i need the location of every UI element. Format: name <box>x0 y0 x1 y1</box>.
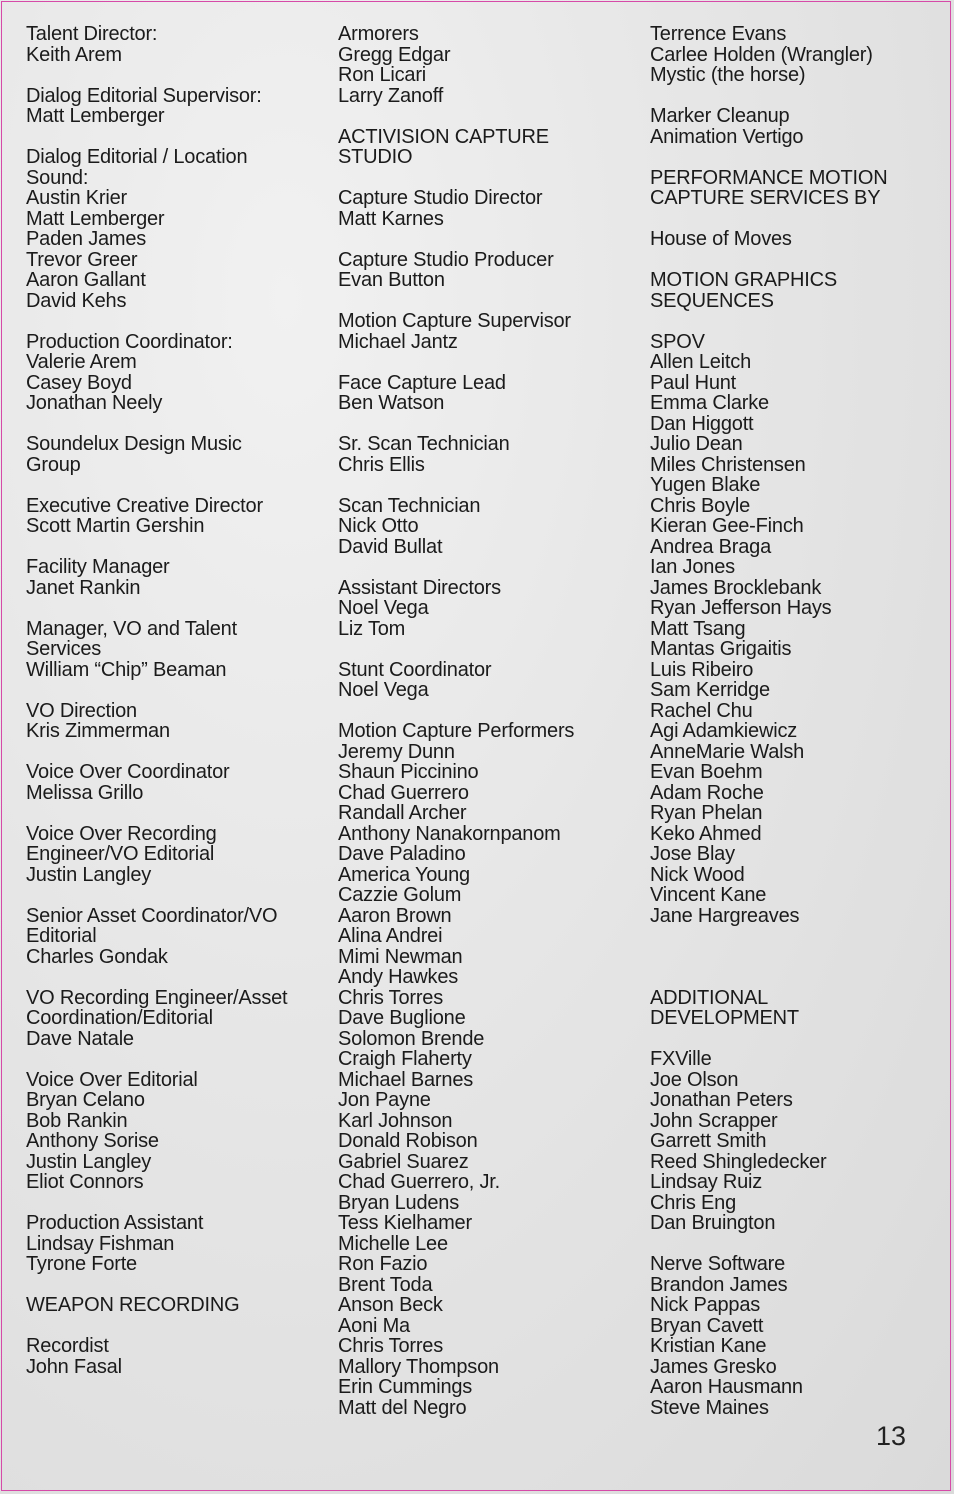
credit-heading: Soundelux Design Music <box>26 433 242 455</box>
credit-line: Noel Vega <box>338 679 429 701</box>
credit-block <box>26 701 326 742</box>
credit-line: Scott Martin Gershin <box>26 515 205 537</box>
credit-line: Miles Christensen <box>650 453 806 476</box>
credit-block <box>26 332 326 414</box>
credit-line: Dan Higgott <box>650 412 754 435</box>
credit-line: Mystic (the horse) <box>650 64 806 86</box>
page-number: 13 <box>876 1421 907 1451</box>
credit-line: SEQUENCES <box>650 289 774 312</box>
credit-line: Ryan Jefferson Hays <box>650 597 832 619</box>
credit-heading: Armorers <box>338 23 419 45</box>
credit-line: Sound: <box>26 166 89 189</box>
credit-heading: SPOV <box>650 330 705 353</box>
credit-heading: Dialog Editorial Supervisor: <box>26 84 262 107</box>
credit-block <box>338 24 638 106</box>
credit-line: Chad Guerrero <box>338 781 469 804</box>
credit-line: Chris Torres <box>338 1335 444 1357</box>
credit-line: Reed Shingledecker <box>650 1150 827 1173</box>
credit-line: Lindsay Ruiz <box>650 1171 763 1193</box>
credit-heading: Executive Creative Director <box>26 494 263 517</box>
credit-line: Anthony Nanakornpanom <box>338 822 561 845</box>
credit-line: Larry Zanoff <box>338 84 444 107</box>
credit-line: Jon Payne <box>338 1089 431 1111</box>
credit-block <box>338 721 638 1418</box>
credit-line: Ian Jones <box>650 556 735 578</box>
credit-line: Mallory Thompson <box>338 1355 499 1378</box>
credit-heading: ACTIVISION CAPTURE <box>338 125 549 148</box>
credit-line: Carlee Holden (Wrangler) <box>650 43 873 66</box>
credit-block <box>26 1336 326 1377</box>
credit-heading: Production Coordinator: <box>26 330 233 353</box>
credit-heading: Assistant Directors <box>338 576 501 599</box>
credits-column-3 <box>650 24 940 1439</box>
credit-block <box>650 229 940 250</box>
credit-block <box>26 86 326 127</box>
credit-line: Andy Hawkes <box>338 966 459 988</box>
credit-line: Justin Langley <box>26 1150 152 1173</box>
credit-heading: Terrence Evans <box>650 23 787 45</box>
credit-line: Sam Kerridge <box>650 679 770 701</box>
credit-heading: Capture Studio Producer <box>338 248 554 271</box>
credit-block <box>26 557 326 598</box>
credit-line: Ben Watson <box>338 392 445 414</box>
credit-line: Jose Blay <box>650 843 735 865</box>
credit-line: Allen Leitch <box>650 351 751 373</box>
credit-line: Matt Lemberger <box>26 105 165 127</box>
credit-line: Tyrone Forte <box>26 1253 137 1275</box>
credit-heading: FXVille <box>650 1048 712 1070</box>
credit-heading: Marker Cleanup <box>650 105 790 127</box>
credit-line: Michelle Lee <box>338 1232 448 1255</box>
credit-line: John Scrapper <box>650 1109 778 1132</box>
credit-heading: Recordist <box>26 1335 109 1357</box>
credit-line: Tess Kielhamer <box>338 1212 472 1234</box>
credit-line: Dave Paladino <box>338 843 466 865</box>
credit-line: Liz Tom <box>338 617 406 640</box>
credit-line: Brent Toda <box>338 1273 433 1296</box>
credit-line: Janet Rankin <box>26 576 141 599</box>
credit-line: Dan Bruington <box>650 1212 776 1234</box>
credit-block <box>26 988 326 1050</box>
credit-line: Shaun Piccinino <box>338 761 479 783</box>
credit-line: Group <box>26 453 81 476</box>
credit-block <box>650 988 940 1029</box>
credit-block <box>26 619 326 681</box>
credit-line: Chris Boyle <box>650 494 751 517</box>
credit-line: Nick Otto <box>338 515 419 537</box>
credit-line: Chris Eng <box>650 1191 737 1214</box>
credit-line: Steve Maines <box>650 1396 769 1419</box>
credit-line: CAPTURE SERVICES BY <box>650 187 881 209</box>
credit-line: Dave Buglione <box>338 1007 466 1029</box>
credit-line: Kris Zimmerman <box>26 720 170 742</box>
credit-block <box>26 762 326 803</box>
credit-line: Editorial <box>26 925 97 947</box>
credit-line: James Gresko <box>650 1355 777 1378</box>
credit-line: Services <box>26 638 102 660</box>
credit-heading: ADDITIONAL <box>650 986 769 1009</box>
credit-line: Garrett Smith <box>650 1130 767 1152</box>
credit-line: Aaron Hausmann <box>650 1376 803 1398</box>
credit-line: James Brocklebank <box>650 576 822 599</box>
credit-heading: Stunt Coordinator <box>338 658 492 681</box>
credit-line: Bryan Celano <box>26 1089 145 1111</box>
credit-heading: Motion Capture Performers <box>338 720 575 742</box>
credit-line: Matt Lemberger <box>26 207 165 230</box>
credit-line: America Young <box>338 863 470 886</box>
credit-line: Solomon Brende <box>338 1027 485 1050</box>
credit-line: Luis Ribeiro <box>650 658 754 681</box>
credit-line: Brandon James <box>650 1273 788 1296</box>
credit-block <box>26 1295 326 1316</box>
credit-heading: Manager, VO and Talent <box>26 617 237 640</box>
credit-line: Mimi Newman <box>338 945 463 968</box>
credit-block <box>26 434 326 475</box>
credit-line: Evan Button <box>338 269 445 291</box>
credit-line: Andrea Braga <box>650 535 772 558</box>
credit-line: Agi Adamkiewicz <box>650 720 798 742</box>
section-spacer <box>650 947 940 988</box>
credit-line: Adam Roche <box>650 781 764 804</box>
credit-line: Bob Rankin <box>26 1109 128 1132</box>
credit-heading: PERFORMANCE MOTION <box>650 166 888 189</box>
credit-block <box>26 496 326 537</box>
credit-line: Jane Hargreaves <box>650 904 800 927</box>
credit-line: Chris Ellis <box>338 453 425 476</box>
credit-heading: Motion Capture Supervisor <box>338 310 571 332</box>
credit-line: Austin Krier <box>26 187 127 209</box>
credit-block <box>650 168 940 209</box>
credit-line: Ron Licari <box>338 64 427 86</box>
credit-block <box>338 373 638 414</box>
credit-line: Chad Guerrero, Jr. <box>338 1171 501 1193</box>
credit-line: John Fasal <box>26 1355 122 1378</box>
credit-block <box>650 332 940 927</box>
credit-line: Mantas Grigaitis <box>650 638 792 660</box>
credit-line: William “Chip” Beaman <box>26 658 227 681</box>
credit-line: Bryan Ludens <box>338 1191 460 1214</box>
credit-heading: House of Moves <box>650 228 792 250</box>
credit-line: Keko Ahmed <box>650 822 762 845</box>
credits-column-2 <box>338 24 638 1439</box>
credit-line: Cazzie Golum <box>338 884 462 906</box>
credit-line: Aaron Gallant <box>26 269 146 291</box>
credit-heading: WEAPON RECORDING <box>26 1294 240 1316</box>
credit-heading: MOTION GRAPHICS <box>650 269 838 291</box>
credit-line: Dave Natale <box>26 1027 134 1050</box>
credit-line: Lindsay Fishman <box>26 1232 175 1255</box>
credit-block <box>338 311 638 352</box>
credit-line: Donald Robison <box>338 1130 478 1152</box>
credit-heading: VO Recording Engineer/Asset <box>26 986 288 1009</box>
credit-line: Bryan Cavett <box>650 1314 764 1337</box>
credit-line: Ron Fazio <box>338 1253 428 1275</box>
credit-block <box>338 660 638 701</box>
credit-block <box>650 106 940 147</box>
credit-line: Julio Dean <box>650 433 743 455</box>
credit-line: Aoni Ma <box>338 1314 410 1337</box>
credit-line: Joe Olson <box>650 1068 739 1091</box>
credit-block <box>26 824 326 886</box>
credit-line: Trevor Greer <box>26 248 138 271</box>
credit-line: Matt del Negro <box>338 1396 467 1419</box>
credit-heading: Dialog Editorial / Location <box>26 146 248 168</box>
credit-line: Anthony Sorise <box>26 1130 159 1152</box>
credit-line: Jonathan Peters <box>650 1089 793 1111</box>
credit-line: Matt Tsang <box>650 617 746 640</box>
credit-block <box>338 127 638 168</box>
credit-line: DEVELOPMENT <box>650 1007 799 1029</box>
credit-line: Randall Archer <box>338 802 467 824</box>
credit-heading: Facility Manager <box>26 556 170 578</box>
credit-line: Coordination/Editorial <box>26 1007 213 1029</box>
credit-line: Yugen Blake <box>650 474 761 496</box>
credit-heading: Nerve Software <box>650 1253 786 1275</box>
credit-line: STUDIO <box>338 146 413 168</box>
credit-block <box>650 1049 940 1234</box>
credit-line: Eliot Connors <box>26 1171 144 1193</box>
credit-line: Charles Gondak <box>26 945 168 968</box>
credit-line: Evan Boehm <box>650 761 763 783</box>
credit-heading: Voice Over Editorial <box>26 1068 198 1091</box>
credit-line: Aaron Brown <box>338 904 452 927</box>
credit-line: Gabriel Suarez <box>338 1150 469 1173</box>
credit-line: Rachel Chu <box>650 699 753 722</box>
credit-line: Chris Torres <box>338 986 444 1009</box>
credit-line: Keith Arem <box>26 43 122 66</box>
credit-line: Nick Wood <box>650 863 745 886</box>
credit-heading: Face Capture Lead <box>338 371 506 394</box>
credit-block <box>650 270 940 311</box>
credit-heading: Talent Director: <box>26 23 158 45</box>
credit-line: Karl Johnson <box>338 1109 453 1132</box>
credit-line: Engineer/VO Editorial <box>26 843 215 865</box>
credit-heading: VO Direction <box>26 699 137 722</box>
credit-block <box>26 24 326 65</box>
credit-line: Gregg Edgar <box>338 43 451 66</box>
credit-block <box>338 188 638 229</box>
credit-line: Ryan Phelan <box>650 802 763 824</box>
credit-heading: Voice Over Coordinator <box>26 761 230 783</box>
credit-heading: Sr. Scan Technician <box>338 433 510 455</box>
credit-block <box>26 906 326 968</box>
credit-block <box>26 1070 326 1193</box>
credit-heading: Capture Studio Director <box>338 187 543 209</box>
credit-line: Kristian Kane <box>650 1335 767 1357</box>
credit-line: Melissa Grillo <box>26 781 144 804</box>
credit-block <box>338 250 638 291</box>
credit-line: Justin Langley <box>26 863 152 886</box>
credit-line: Noel Vega <box>338 597 429 619</box>
credit-line: Alina Andrei <box>338 925 443 947</box>
credit-block <box>338 578 638 640</box>
credit-heading: Senior Asset Coordinator/VO <box>26 904 278 927</box>
credit-line: Michael Barnes <box>338 1068 474 1091</box>
credit-line: AnneMarie Walsh <box>650 740 805 763</box>
credit-line: Nick Pappas <box>650 1294 761 1316</box>
credit-line: Emma Clarke <box>650 392 769 414</box>
credit-line: Vincent Kane <box>650 884 767 906</box>
credit-line: Craigh Flaherty <box>338 1048 472 1070</box>
credit-heading: Scan Technician <box>338 494 481 517</box>
credit-heading: Voice Over Recording <box>26 822 217 845</box>
credit-line: Paul Hunt <box>650 371 737 394</box>
credit-line: Valerie Arem <box>26 351 137 373</box>
credit-line: Matt Karnes <box>338 207 444 230</box>
credit-block <box>650 1254 940 1418</box>
credit-line: David Bullat <box>338 535 443 558</box>
credit-line: Jeremy Dunn <box>338 740 455 763</box>
credits-column-1 <box>26 24 326 1398</box>
credit-line: David Kehs <box>26 289 127 312</box>
credit-line: Kieran Gee-Finch <box>650 515 804 537</box>
credit-line: Erin Cummings <box>338 1376 473 1398</box>
credit-line: Anson Beck <box>338 1294 443 1316</box>
credit-line: Jonathan Neely <box>26 392 163 414</box>
credit-block <box>338 434 638 475</box>
credit-block <box>338 496 638 558</box>
credit-block <box>26 147 326 311</box>
credit-block <box>650 24 940 86</box>
credit-line: Animation Vertigo <box>650 125 804 148</box>
credit-line: Michael Jantz <box>338 330 458 353</box>
credit-line: Paden James <box>26 228 147 250</box>
credit-line: Casey Boyd <box>26 371 132 394</box>
credit-block <box>26 1213 326 1275</box>
credit-heading: Production Assistant <box>26 1212 204 1234</box>
